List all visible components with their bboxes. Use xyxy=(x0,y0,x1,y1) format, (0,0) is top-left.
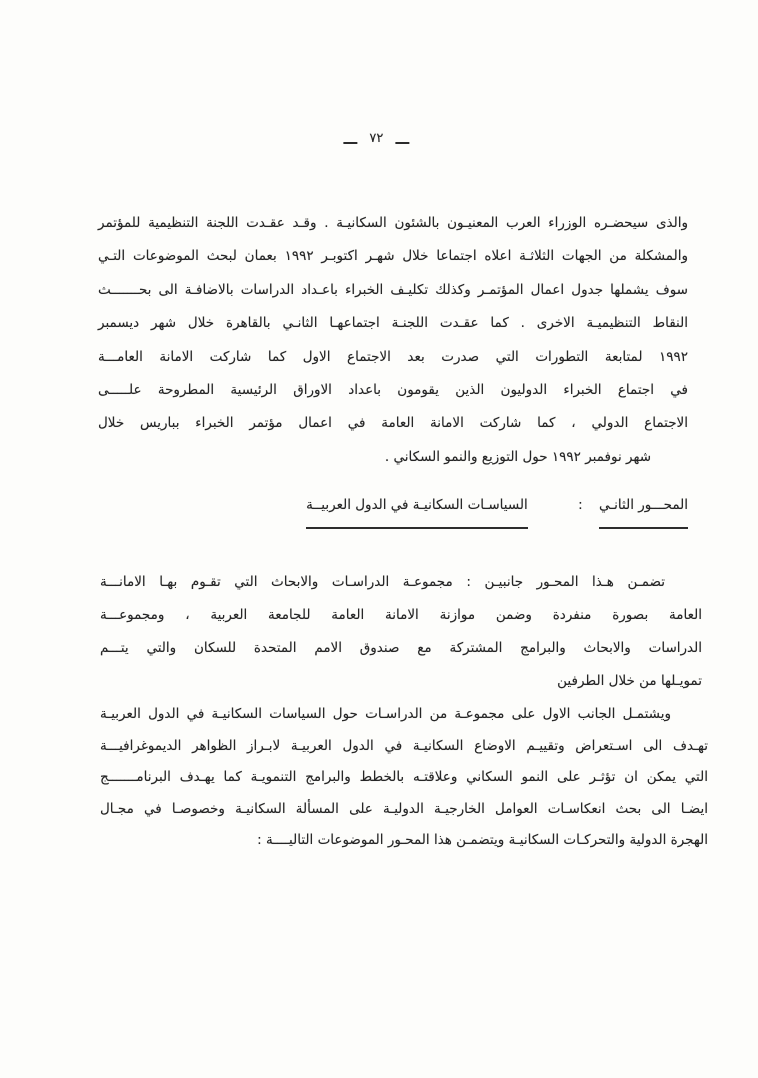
text-line: والذى سيحضـره الوزراء العرب المعنيـون بالشئون السكانيـة . وقـد عقـدت اللجنة التنظيمية للمؤتمر xyxy=(98,215,688,231)
text-line: الاجتماع الدولي ، كما شاركت الامانة العامة في اعمال مؤتمر الخبراء بباريس خلال xyxy=(98,415,688,432)
text-line: تمويـلها من خلال الطرفين xyxy=(557,673,702,689)
body-paragraph-1 xyxy=(98,207,688,474)
text-line: شهر نوفمبر ١٩٩٢ حول التوزيع والنمو السكاني . xyxy=(384,448,651,465)
heading-title: السياسـات السكانيـة في الدول العربيــة xyxy=(306,497,528,529)
text-line: ايضـا الى بحث انعكاسـات العوامل الخارجيـة الدوليـة على المسألة السكانيـة وخصوصـا في مجـال xyxy=(100,800,708,817)
page-number xyxy=(343,131,409,146)
text-line: ويشتمـل الجانب الاول على مجموعـة من الدراسـات حول السياسات السكانيـة في الدول العربيـة xyxy=(100,706,671,722)
text-line: العامة بصورة منفردة وضمن موازنة الامانة العامة للجامعة العربية ، ومجموعـــة xyxy=(100,607,702,623)
text-line: تهـدف الى اسـتعراض وتقييـم الاوضاع السكانيـة في الدول العربيـة لابـراز الظواهر الديموغرافيـــة xyxy=(100,737,708,754)
section-heading xyxy=(90,497,688,529)
text-line: تضمـن هـذا المحـور جانبيـن : مجموعـة الدراسـات والابحاث التي تقـوم بهـا الامانـــة xyxy=(100,574,665,590)
heading-label: المحـــور الثانـي xyxy=(599,497,688,529)
text-line: سوف يشملها جدول اعمال المؤتمـر وكذلك تكليـف الخبراء باعـداد الدراسات بالاضافـة الى بحـــــــث xyxy=(98,281,688,298)
text-line: الهجرة الدولية والتحركـات السكانيـة ويتضمـن هذا المحـور الموضوعات التاليــــة : xyxy=(257,832,708,849)
body-paragraph-3 xyxy=(100,699,708,857)
page-number-dash-right xyxy=(395,142,409,144)
page-number-dash-left xyxy=(343,142,357,144)
body-paragraph-2 xyxy=(100,566,702,698)
heading-colon: : xyxy=(578,497,583,513)
text-line: والمشكلة من الجهات الثلاثـة اعلاه اجتماعا خلال شهـر اكتوبـر ١٩٩٢ بعمان لبحث الموضوعات التـي xyxy=(98,248,688,265)
text-line: الدراسات والابحاث والبرامج المشتركة مع صندوق الامم المتحدة للسكان والتي يتـــم xyxy=(100,640,702,656)
page-number-value: ٧٢ xyxy=(369,131,384,146)
text-line: النقاط التنظيميـة الاخرى . كما عقـدت اللجنـة اجتماعهـا الثانـي بالقاهرة خلال شهر ديسمبر xyxy=(98,315,688,332)
text-line: التي يمكن ان تؤثـر على النمو السكاني وعلاقتـه بالخطط والبرامج التنمويـة كما يهـدف البرنامـــــــج xyxy=(100,769,708,786)
text-line: ١٩٩٢ لمتابعة التطورات التي صدرت بعد الاجتماع الاول كما شاركت الامانة العامـــة xyxy=(98,348,688,365)
text-line: في اجتماع الخبراء الدوليون الذين يقومون باعداد الاوراق الرئيسية المطروحة علـــــى xyxy=(98,382,688,399)
